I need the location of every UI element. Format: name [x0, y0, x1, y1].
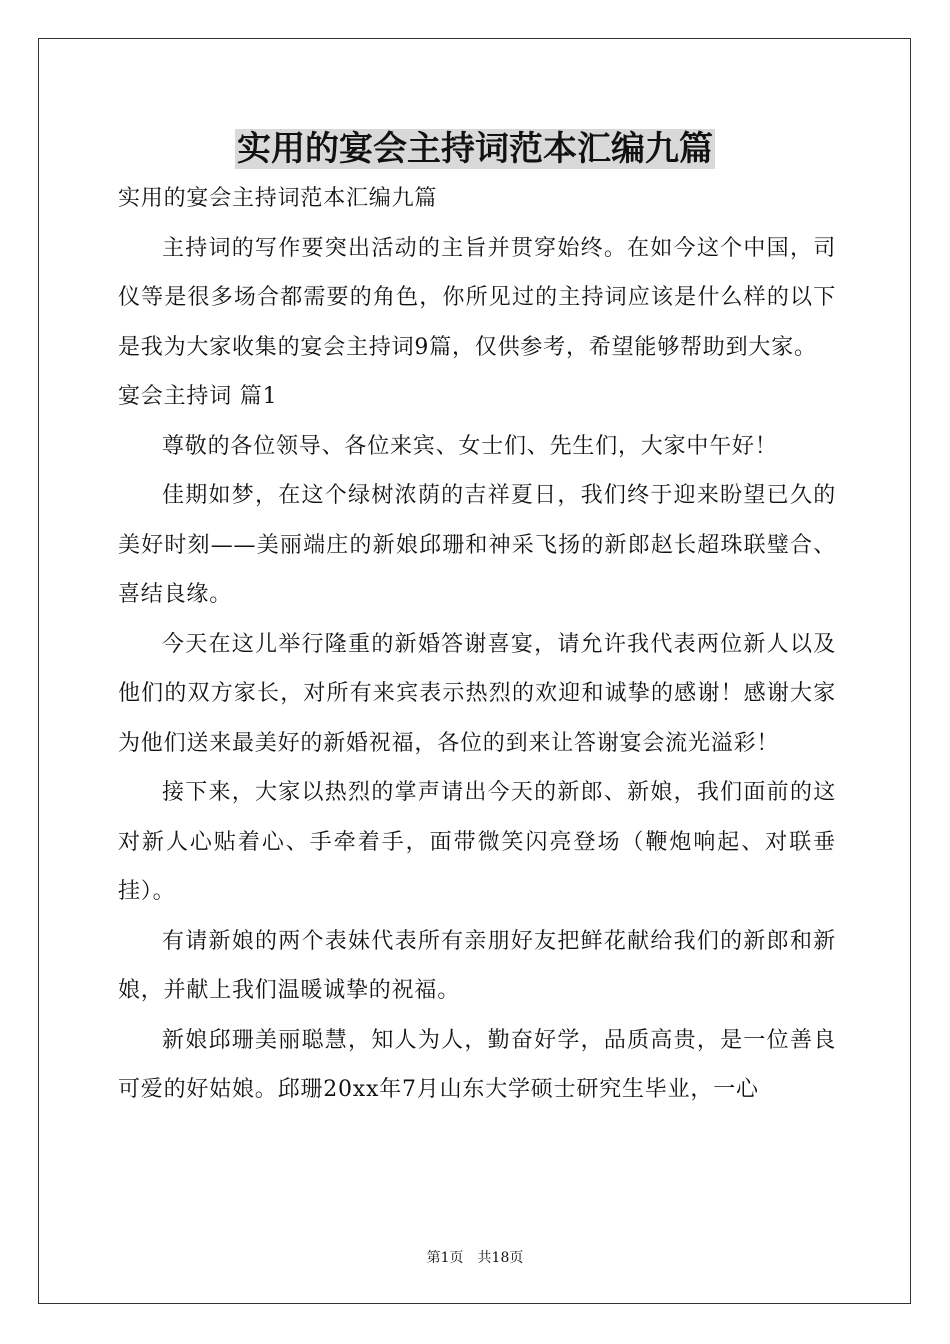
paragraph-entrance: 接下来，大家以热烈的掌声请出今天的新郎、新娘，我们面前的这对新人心贴着心、手牵着手，面带微笑闪亮登场（鞭炮响起、对联垂挂）。: [118, 780, 836, 904]
paragraph-bride-intro: 新娘邱珊美丽聪慧，知人为人，勤奋好学，品质高贵，是一位善良可爱的好姑娘。邱珊20xx年7月山东大学硕士研究生毕业，一心: [118, 1027, 836, 1102]
document-title-text: 实用的宴会主持词范本汇编九篇: [237, 129, 713, 169]
document-title: [0, 124, 950, 174]
intro-paragraph: 主持词的写作要突出活动的主旨并贯穿始终。在如今这个中国，司仪等是很多场合都需要的角色，你所见过的主持词应该是什么样的以下是我为大家收集的宴会主持词9篇，仅供参考，希望能够帮助到大家。: [118, 235, 836, 360]
page-footer: 第1页 共18页: [426, 1250, 524, 1266]
section-heading: 宴会主持词 篇1: [118, 384, 278, 409]
document-subtitle: 实用的宴会主持词范本汇编九篇: [118, 186, 438, 211]
paragraph-thanks: 今天在这儿举行隆重的新婚答谢喜宴，请允许我代表两位新人以及他们的双方家长，对所有来宾表示热烈的欢迎和诚挚的感谢！感谢大家为他们送来最美好的新婚祝福，各位的到来让答谢宴会流光溢彩！: [118, 631, 836, 756]
paragraph-flowers: 有请新娘的两个表妹代表所有亲朋好友把鲜花献给我们的新郎和新娘，并献上我们温暖诚挚的祝福。: [118, 928, 836, 1003]
document-body: [118, 174, 836, 1115]
paragraph-greeting: 尊敬的各位领导、各位来宾、女士们、先生们，大家中午好！: [162, 433, 778, 459]
paragraph-opening: 佳期如梦，在这个绿树浓荫的吉祥夏日，我们终于迎来盼望已久的美好时刻——美丽端庄的新娘邱珊和神采飞扬的新郎赵长超珠联璧合、喜结良缘。: [118, 483, 836, 607]
